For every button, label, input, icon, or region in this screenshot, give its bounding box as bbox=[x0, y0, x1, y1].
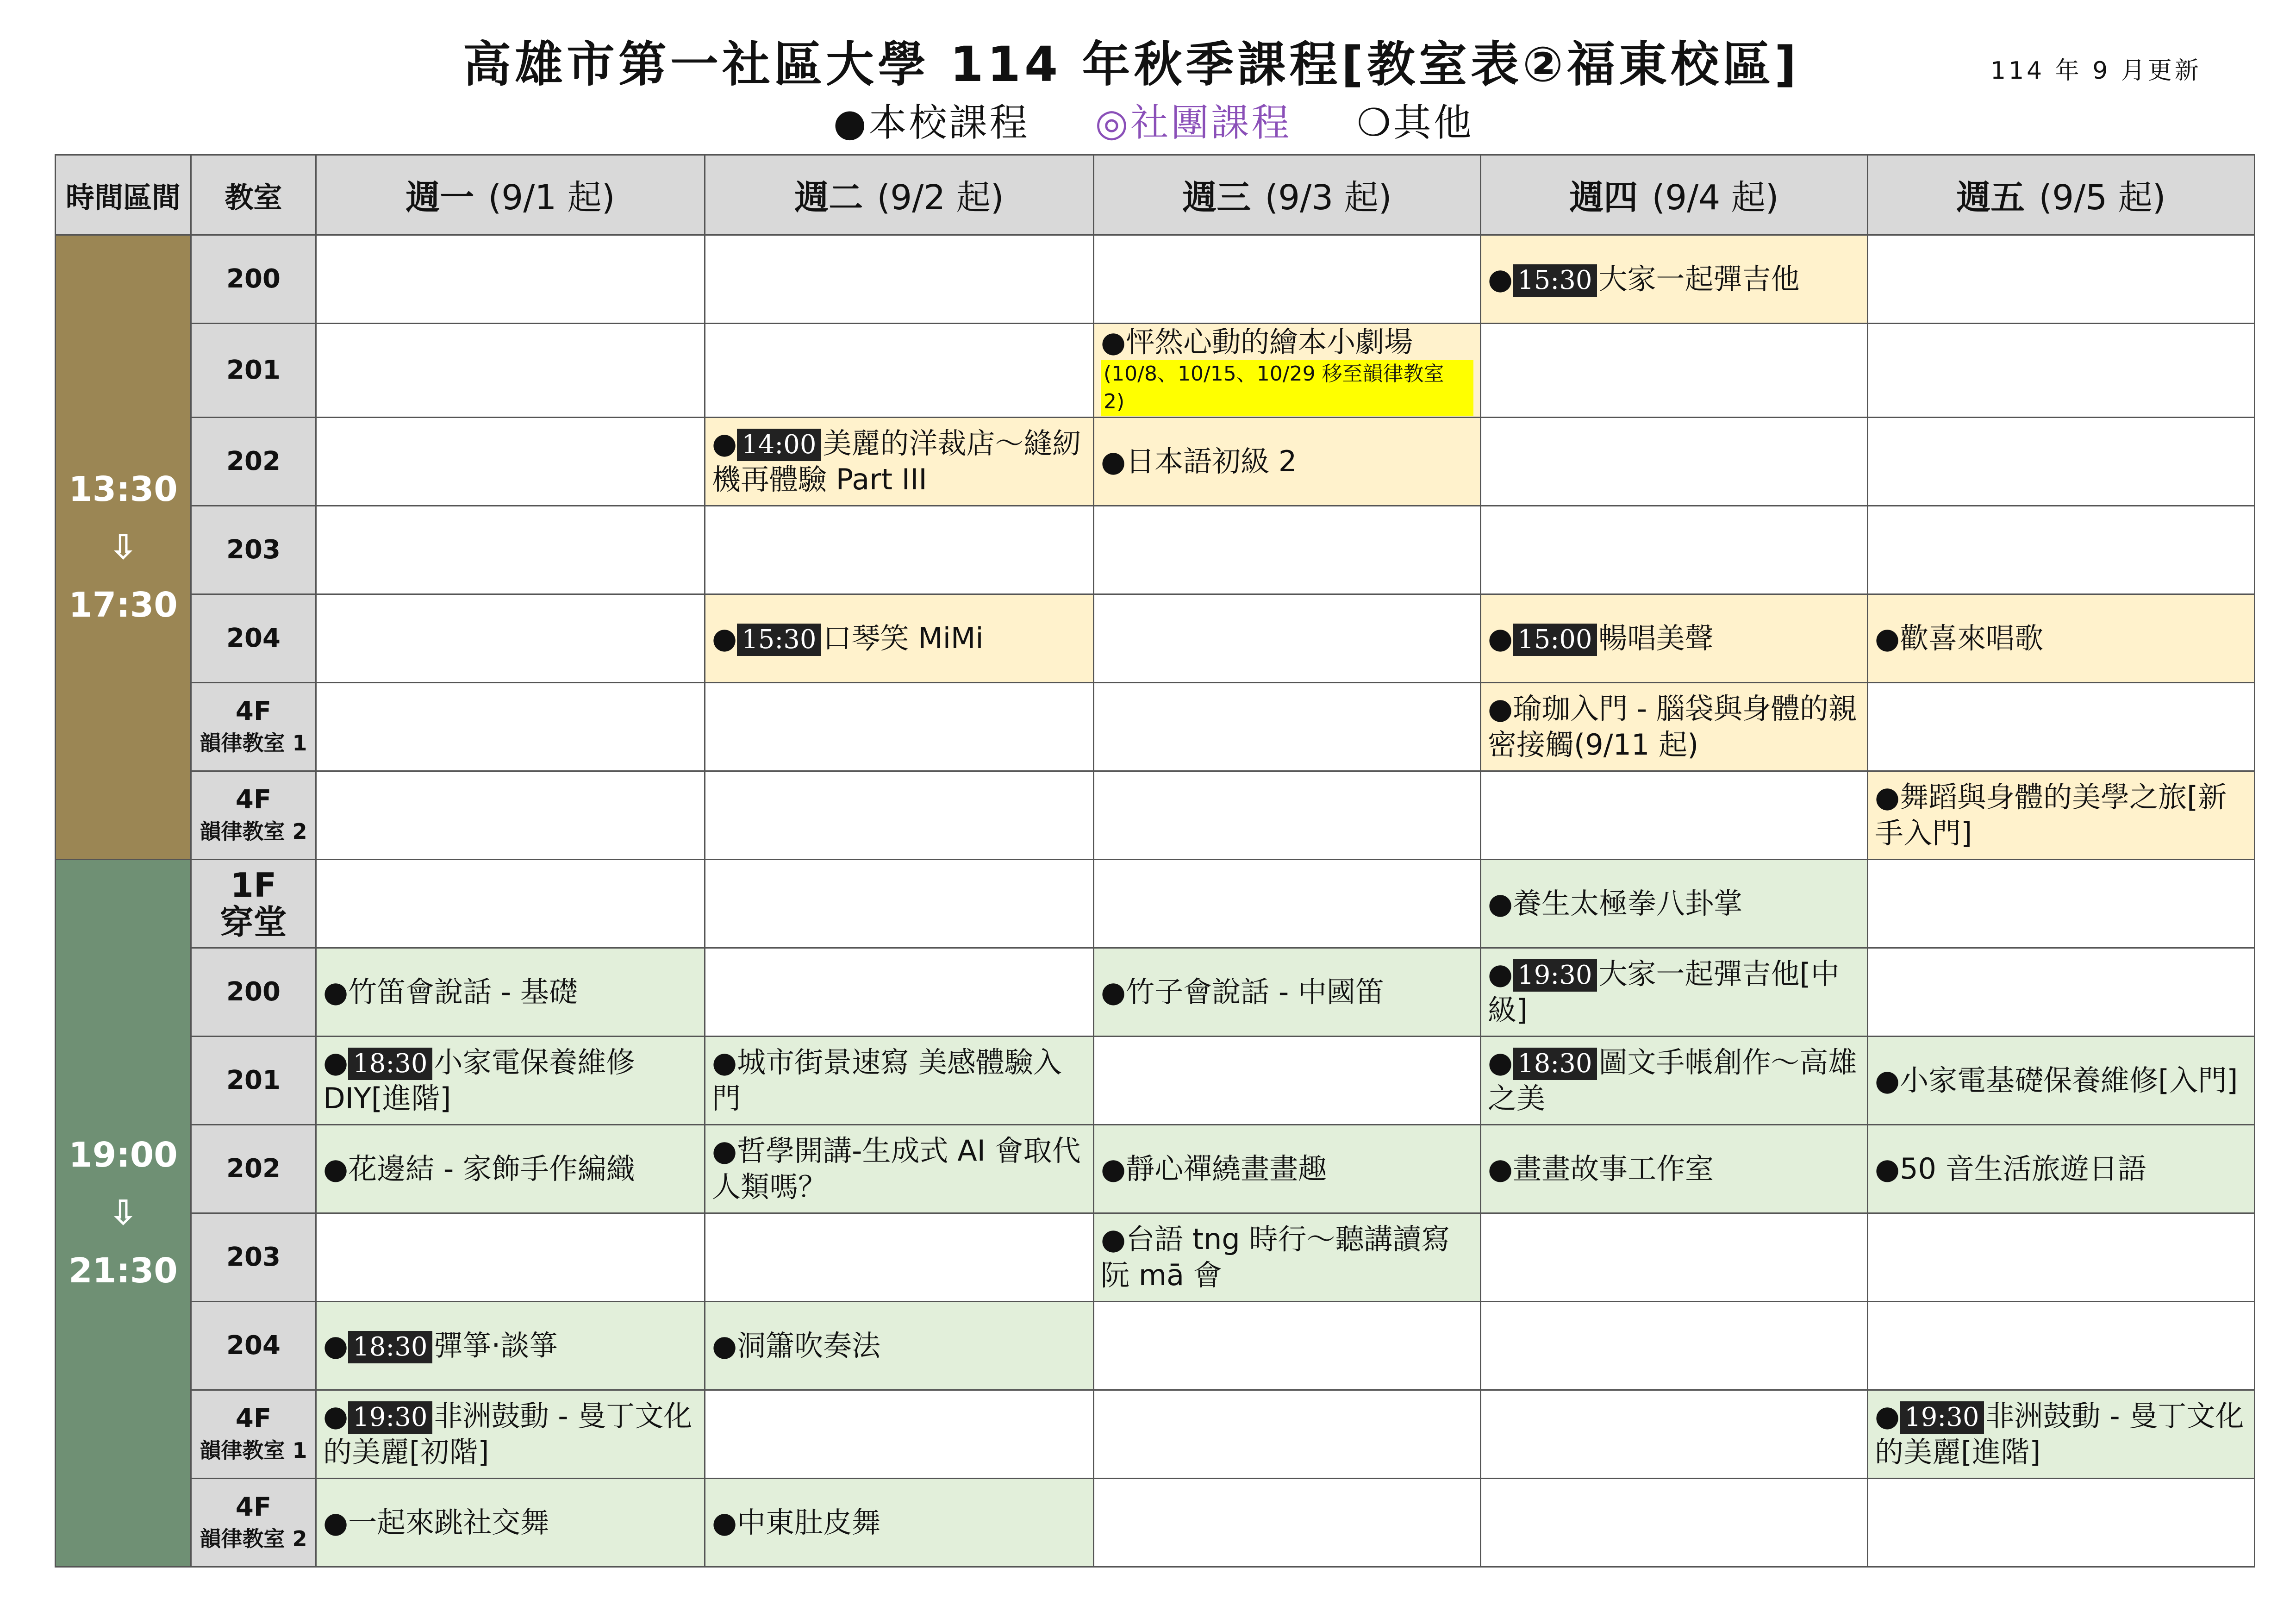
course-cell-wed bbox=[1094, 1125, 1481, 1213]
course-name: 彈箏‧談箏 bbox=[434, 1329, 558, 1362]
start-time-badge: 15:30 bbox=[737, 624, 821, 656]
empty-cell-fri bbox=[1868, 683, 2255, 771]
empty-cell-wed bbox=[1094, 683, 1481, 771]
legend bbox=[833, 93, 1525, 147]
course-cell-mon bbox=[316, 1125, 705, 1213]
empty-cell-fri bbox=[1868, 1213, 2255, 1302]
page-title: 高雄市第一社區大學 114 年秋季課程[教室表②福東校區] bbox=[463, 36, 1800, 93]
own-course-bullet-icon: ● bbox=[1101, 975, 1126, 1009]
afternoon-row bbox=[56, 506, 2255, 594]
own-course-bullet-icon: ● bbox=[1875, 780, 1900, 814]
own-course-bullet-icon: ● bbox=[712, 1505, 737, 1539]
own-course-bullet-icon: ● bbox=[712, 1134, 737, 1168]
own-course-bullet-icon: ● bbox=[1101, 444, 1126, 478]
empty-cell-fri bbox=[1868, 418, 2255, 506]
empty-cell-fri bbox=[1868, 948, 2255, 1037]
course-cell-mon bbox=[316, 948, 705, 1037]
course-name: 城市街景速寫 美感體驗入門 bbox=[712, 1045, 1062, 1115]
day-header-thu: 週四 (9/4 起) bbox=[1481, 155, 1868, 235]
empty-cell-thu bbox=[1481, 324, 1868, 418]
course-cell-mon bbox=[316, 1390, 705, 1479]
empty-cell-mon bbox=[316, 683, 705, 771]
room-subname: 韻律教室 2 bbox=[200, 1526, 307, 1551]
own-course-bullet-icon: ● bbox=[1875, 621, 1900, 655]
room-label bbox=[191, 506, 316, 594]
course-name: 美麗的洋裁店～縫紉機再體驗 Part III bbox=[712, 426, 1081, 496]
afternoon-row bbox=[56, 418, 2255, 506]
start-time-badge: 18:30 bbox=[348, 1331, 432, 1363]
empty-cell-wed bbox=[1094, 1037, 1481, 1125]
header-row bbox=[56, 155, 2255, 235]
empty-cell-mon bbox=[316, 771, 705, 860]
course-cell-wed bbox=[1094, 418, 1481, 506]
empty-cell-thu bbox=[1481, 1479, 1868, 1567]
own-course-bullet-icon: ● bbox=[712, 621, 737, 655]
afternoon-time-range bbox=[56, 235, 191, 860]
empty-cell-wed bbox=[1094, 1479, 1481, 1567]
empty-cell-wed bbox=[1094, 594, 1481, 683]
evening-row bbox=[56, 1302, 2255, 1390]
day-header-tue: 週二 (9/2 起) bbox=[705, 155, 1094, 235]
room-subname: 韻律教室 1 bbox=[200, 1438, 307, 1463]
empty-cell-fri bbox=[1868, 860, 2255, 948]
own-course-bullet-icon: ● bbox=[712, 426, 737, 460]
room-number: 202 bbox=[226, 446, 281, 476]
empty-cell-wed bbox=[1094, 1302, 1481, 1390]
start-time-badge: 15:00 bbox=[1513, 624, 1597, 656]
course-name: 瑜珈入門 - 腦袋與身體的親密接觸(9/11 起) bbox=[1488, 692, 1857, 762]
course-name: 畫畫故事工作室 bbox=[1513, 1152, 1714, 1186]
own-course-bullet-icon: ● bbox=[1101, 1152, 1126, 1186]
course-cell-thu bbox=[1481, 1037, 1868, 1125]
own-course-bullet-icon: ● bbox=[712, 1045, 737, 1079]
room-label bbox=[191, 418, 316, 506]
room-label bbox=[191, 1479, 316, 1567]
afternoon-row bbox=[56, 324, 2255, 418]
legend-own-course: ●本校課程 bbox=[833, 101, 1030, 145]
room-number: 4F bbox=[235, 785, 272, 815]
time-arrow: ⇩ bbox=[108, 527, 137, 567]
own-course-bullet-icon: ● bbox=[1488, 887, 1513, 920]
course-name: 口琴笑 MiMi bbox=[823, 621, 984, 655]
course-cell-mon bbox=[316, 1037, 705, 1125]
own-course-bullet-icon: ● bbox=[712, 1329, 737, 1362]
time-end: 17:30 bbox=[69, 585, 178, 625]
course-name: 竹笛會說話 - 基礎 bbox=[348, 975, 578, 1009]
room-column-header: 教室 bbox=[191, 155, 316, 235]
time-column-header: 時間區間 bbox=[56, 155, 191, 235]
time-start: 13:30 bbox=[69, 469, 178, 509]
own-course-bullet-icon: ● bbox=[323, 975, 349, 1009]
own-course-bullet-icon: ● bbox=[323, 1505, 349, 1539]
own-course-bullet-icon: ● bbox=[1488, 1045, 1513, 1079]
empty-cell-tue bbox=[705, 683, 1094, 771]
evening-row bbox=[56, 948, 2255, 1037]
evening-row bbox=[56, 860, 2255, 948]
afternoon-row bbox=[56, 235, 2255, 324]
room-number: 201 bbox=[226, 1065, 281, 1095]
empty-cell-mon bbox=[316, 594, 705, 683]
course-name: 非洲鼓動 - 曼丁文化的美麗[進階] bbox=[1875, 1399, 2244, 1469]
course-note: (10/8、10/15、10/29 移至韻律教室 2) bbox=[1101, 360, 1473, 416]
room-number: 1F bbox=[230, 866, 277, 905]
room-label bbox=[191, 1125, 316, 1213]
start-time-badge: 19:30 bbox=[1513, 959, 1597, 992]
course-name: 50 音生活旅遊日語 bbox=[1900, 1152, 2146, 1186]
course-name: 圖文手帳創作～高雄之美 bbox=[1488, 1045, 1857, 1115]
room-label bbox=[191, 1302, 316, 1390]
evening-row bbox=[56, 1125, 2255, 1213]
course-name: 大家一起彈吉他 bbox=[1598, 262, 1800, 296]
course-name: 養生太極拳八卦掌 bbox=[1513, 887, 1743, 920]
own-course-bullet-icon: ● bbox=[1488, 692, 1513, 725]
course-cell-fri bbox=[1868, 771, 2255, 860]
empty-cell-wed bbox=[1094, 1390, 1481, 1479]
own-course-bullet-icon: ● bbox=[1488, 621, 1513, 655]
room-number: 4F bbox=[235, 1492, 272, 1522]
course-cell-tue bbox=[705, 594, 1094, 683]
course-cell-fri bbox=[1868, 1125, 2255, 1213]
start-time-badge: 18:30 bbox=[348, 1048, 432, 1080]
course-cell-tue bbox=[705, 1479, 1094, 1567]
course-name: 暢唱美聲 bbox=[1598, 621, 1714, 655]
empty-cell-tue bbox=[705, 506, 1094, 594]
empty-cell-mon bbox=[316, 1213, 705, 1302]
own-course-bullet-icon: ● bbox=[1875, 1063, 1900, 1097]
course-cell-mon bbox=[316, 1302, 705, 1390]
empty-cell-thu bbox=[1481, 418, 1868, 506]
own-course-bullet-icon: ● bbox=[1875, 1399, 1900, 1433]
room-number: 203 bbox=[226, 1242, 281, 1272]
empty-cell-thu bbox=[1481, 1390, 1868, 1479]
schedule-table bbox=[55, 154, 2255, 1568]
course-name: 竹子會說話 - 中國笛 bbox=[1126, 975, 1384, 1009]
course-cell-mon bbox=[316, 1479, 705, 1567]
course-cell-tue bbox=[705, 1037, 1094, 1125]
empty-cell-mon bbox=[316, 506, 705, 594]
course-cell-fri bbox=[1868, 1390, 2255, 1479]
course-cell-thu bbox=[1481, 235, 1868, 324]
room-label bbox=[191, 594, 316, 683]
legend-club-course: ◎社團課程 bbox=[1095, 101, 1292, 145]
course-cell-fri bbox=[1868, 1037, 2255, 1125]
course-cell-tue bbox=[705, 1125, 1094, 1213]
course-cell-tue bbox=[705, 418, 1094, 506]
empty-cell-thu bbox=[1481, 771, 1868, 860]
empty-cell-wed bbox=[1094, 860, 1481, 948]
room-number: 204 bbox=[226, 1330, 281, 1361]
day-header-mon: 週一 (9/1 起) bbox=[316, 155, 705, 235]
room-number: 204 bbox=[226, 623, 281, 653]
room-label bbox=[191, 860, 316, 948]
own-course-bullet-icon: ● bbox=[1101, 1222, 1126, 1256]
room-number: 200 bbox=[226, 977, 281, 1007]
empty-cell-tue bbox=[705, 771, 1094, 860]
room-label bbox=[191, 771, 316, 860]
room-label bbox=[191, 1037, 316, 1125]
own-course-bullet-icon: ● bbox=[1488, 262, 1513, 296]
room-subname: 韻律教室 2 bbox=[200, 819, 307, 844]
empty-cell-tue bbox=[705, 235, 1094, 324]
start-time-badge: 14:00 bbox=[737, 429, 821, 461]
course-cell-wed bbox=[1094, 948, 1481, 1037]
update-date: 114 年 9 月更新 bbox=[1990, 57, 2202, 85]
course-name: 一起來跳社交舞 bbox=[348, 1505, 549, 1539]
evening-row bbox=[56, 1479, 2255, 1567]
room-subname: 韻律教室 1 bbox=[200, 731, 307, 756]
course-name: 小家電基礎保養維修[入門] bbox=[1900, 1063, 2238, 1097]
course-name: 台語 tng 時行～聽講讀寫阮 mā 會 bbox=[1101, 1222, 1450, 1292]
empty-cell-wed bbox=[1094, 235, 1481, 324]
room-label bbox=[191, 948, 316, 1037]
course-name: 歡喜來唱歌 bbox=[1900, 621, 2044, 655]
course-cell-thu bbox=[1481, 860, 1868, 948]
evening-row bbox=[56, 1213, 2255, 1302]
own-course-bullet-icon: ● bbox=[1488, 957, 1513, 991]
room-label bbox=[191, 235, 316, 324]
empty-cell-mon bbox=[316, 418, 705, 506]
course-cell-fri bbox=[1868, 594, 2255, 683]
course-cell-wed bbox=[1094, 1213, 1481, 1302]
evening-row bbox=[56, 1037, 2255, 1125]
room-number: 201 bbox=[226, 355, 281, 385]
own-course-bullet-icon: ● bbox=[1875, 1152, 1900, 1186]
own-course-bullet-icon: ● bbox=[323, 1399, 349, 1433]
empty-cell-wed bbox=[1094, 506, 1481, 594]
course-name: 洞簫吹奏法 bbox=[737, 1329, 881, 1362]
empty-cell-thu bbox=[1481, 1213, 1868, 1302]
empty-cell-tue bbox=[705, 948, 1094, 1037]
empty-cell-fri bbox=[1868, 506, 2255, 594]
empty-cell-mon bbox=[316, 324, 705, 418]
empty-cell-tue bbox=[705, 860, 1094, 948]
course-cell-thu bbox=[1481, 1125, 1868, 1213]
empty-cell-fri bbox=[1868, 324, 2255, 418]
course-name: 小家電保養維修 DIY[進階] bbox=[323, 1045, 635, 1115]
afternoon-row bbox=[56, 683, 2255, 771]
room-number: 202 bbox=[226, 1154, 281, 1184]
empty-cell-mon bbox=[316, 235, 705, 324]
room-label bbox=[191, 683, 316, 771]
time-end: 21:30 bbox=[69, 1251, 178, 1291]
course-name: 非洲鼓動 - 曼丁文化的美麗[初階] bbox=[323, 1399, 693, 1469]
room-number: 4F bbox=[235, 1404, 272, 1434]
empty-cell-mon bbox=[316, 860, 705, 948]
course-name: 日本語初級 2 bbox=[1126, 444, 1297, 478]
room-subname: 穿堂 bbox=[220, 903, 287, 942]
empty-cell-wed bbox=[1094, 771, 1481, 860]
course-name: 舞蹈與身體的美學之旅[新手入門] bbox=[1875, 780, 2227, 850]
empty-cell-thu bbox=[1481, 506, 1868, 594]
course-name: 靜心禪繞畫畫趣 bbox=[1126, 1152, 1327, 1186]
empty-cell-thu bbox=[1481, 1302, 1868, 1390]
course-cell-wed bbox=[1094, 324, 1481, 418]
legend-other: ❍其他 bbox=[1357, 101, 1474, 145]
course-name: 花邊結 - 家飾手作編織 bbox=[348, 1152, 635, 1186]
empty-cell-tue bbox=[705, 1213, 1094, 1302]
course-cell-thu bbox=[1481, 683, 1868, 771]
afternoon-row bbox=[56, 771, 2255, 860]
course-name: 大家一起彈吉他[中級] bbox=[1488, 957, 1840, 1027]
empty-cell-fri bbox=[1868, 1302, 2255, 1390]
course-cell-thu bbox=[1481, 594, 1868, 683]
room-label bbox=[191, 324, 316, 418]
afternoon-row bbox=[56, 594, 2255, 683]
empty-cell-fri bbox=[1868, 235, 2255, 324]
room-number: 200 bbox=[226, 264, 281, 294]
own-course-bullet-icon: ● bbox=[1488, 1152, 1513, 1186]
own-course-bullet-icon: ● bbox=[1101, 325, 1126, 359]
time-arrow: ⇩ bbox=[108, 1193, 137, 1233]
time-start: 19:00 bbox=[69, 1135, 178, 1175]
day-header-wed: 週三 (9/3 起) bbox=[1094, 155, 1481, 235]
empty-cell-tue bbox=[705, 324, 1094, 418]
start-time-badge: 19:30 bbox=[348, 1401, 432, 1434]
course-cell-thu bbox=[1481, 948, 1868, 1037]
room-label bbox=[191, 1390, 316, 1479]
start-time-badge: 18:30 bbox=[1513, 1048, 1597, 1080]
own-course-bullet-icon: ● bbox=[323, 1152, 349, 1186]
room-label bbox=[191, 1213, 316, 1302]
evening-row bbox=[56, 1390, 2255, 1479]
empty-cell-fri bbox=[1868, 1479, 2255, 1567]
course-name: 怦然心動的繪本小劇場 bbox=[1126, 325, 1413, 359]
start-time-badge: 15:30 bbox=[1513, 264, 1597, 297]
day-header-fri: 週五 (9/5 起) bbox=[1868, 155, 2255, 235]
start-time-badge: 19:30 bbox=[1900, 1401, 1984, 1434]
course-name: 哲學開講-生成式 AI 會取代人類嗎？ bbox=[712, 1134, 1081, 1204]
own-course-bullet-icon: ● bbox=[323, 1329, 349, 1362]
evening-time-range bbox=[56, 860, 191, 1567]
room-number: 203 bbox=[226, 535, 281, 565]
course-name: 中東肚皮舞 bbox=[737, 1505, 881, 1539]
empty-cell-tue bbox=[705, 1390, 1094, 1479]
own-course-bullet-icon: ● bbox=[323, 1045, 349, 1079]
room-number: 4F bbox=[235, 696, 272, 726]
course-cell-tue bbox=[705, 1302, 1094, 1390]
